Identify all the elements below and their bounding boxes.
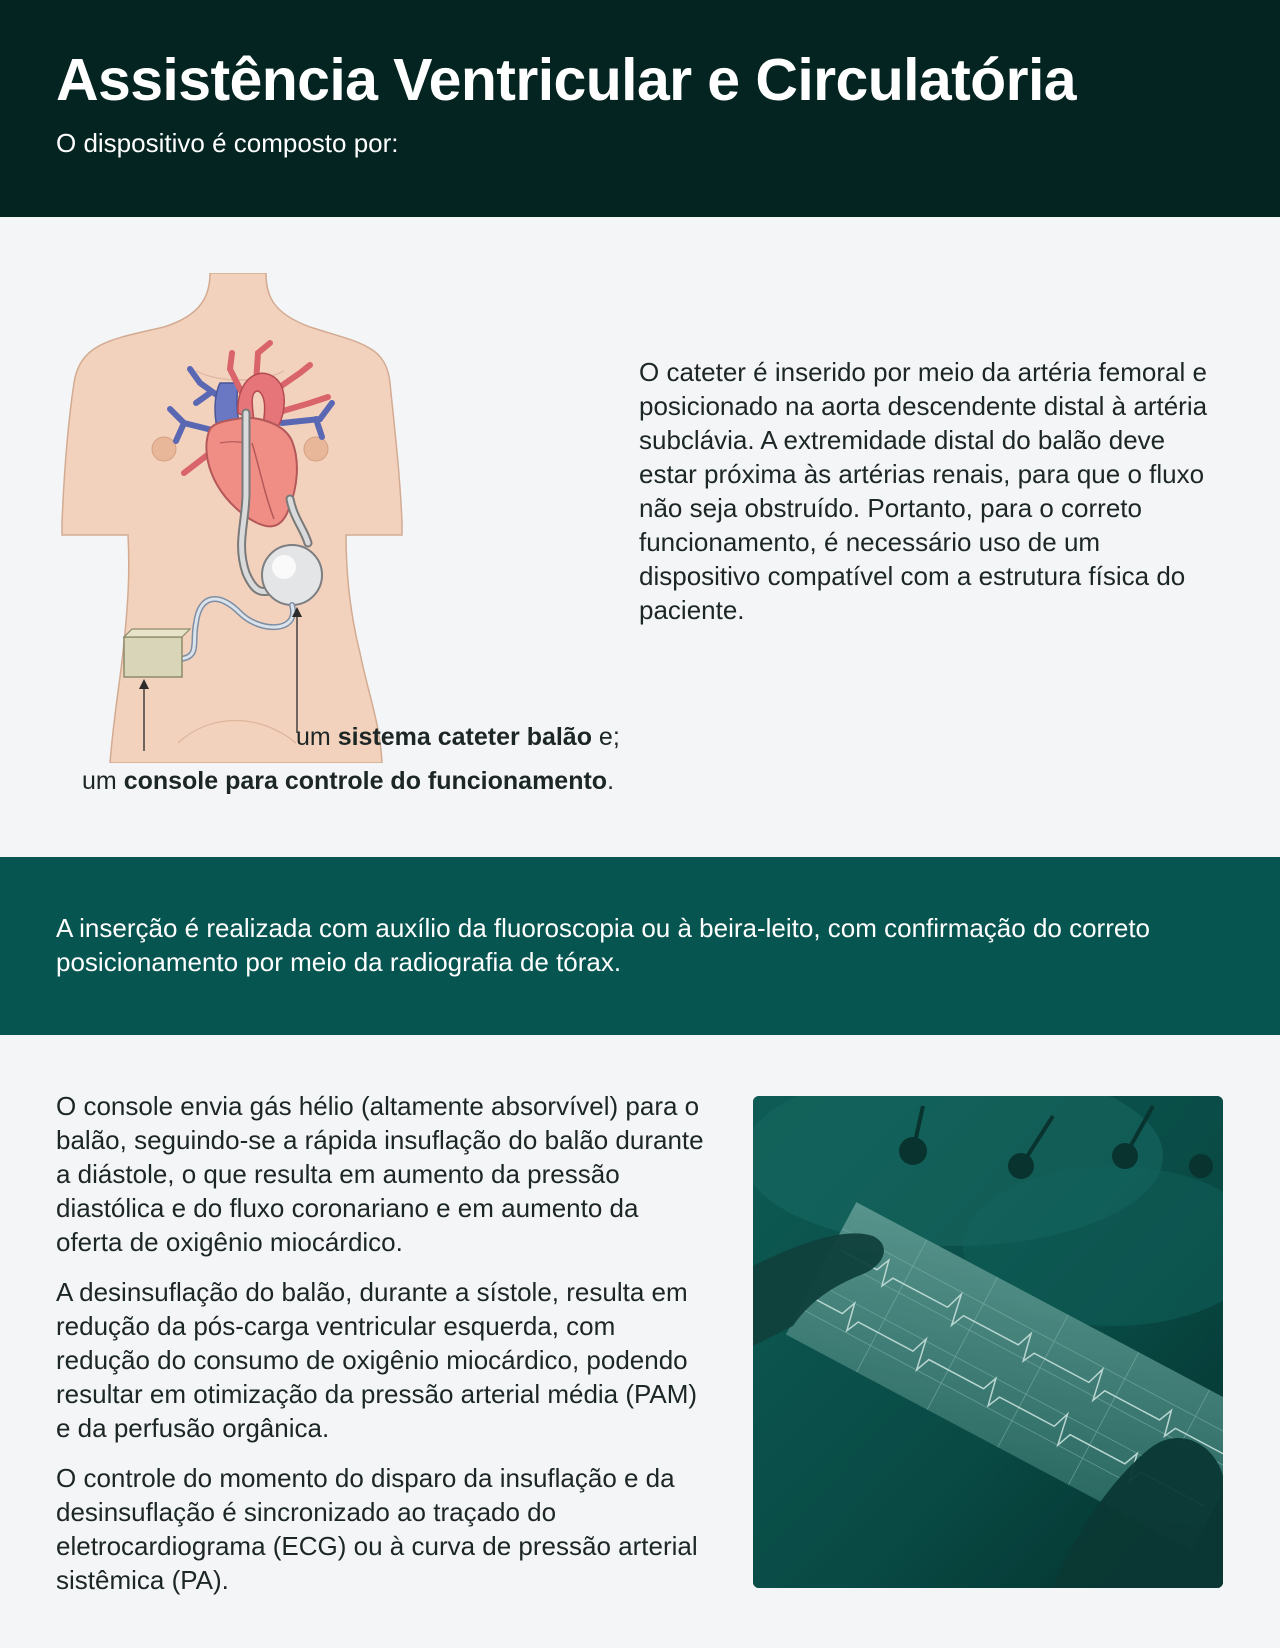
function-text-column (56, 1089, 706, 1613)
function-paragraph-3: O controle do momento do disparo da insuflação e da desinsuflação é sincronizado ao traçado do eletrocardiograma (ECG) ou à curva de pressão arterial sistêmica (PA). (56, 1463, 698, 1595)
device-components-section (0, 217, 1280, 857)
balloon-caption-bold: sistema cateter balão (337, 723, 592, 751)
device-description: O cateter é inserido por meio da artéria femoral e posicionado na aorta descendente distal à artéria subclávia. A extremidade distal do balão deve estar próxima às artérias renais, para que o fluxo não seja obstruído. Portanto, para o correto funcionamento, é necessário uso de um dispositivo compatível com a estrutura física do paciente. (639, 357, 1208, 625)
console-caption-suffix: . (607, 767, 615, 795)
console-caption (82, 767, 614, 796)
device-illustration (60, 273, 440, 763)
console-box (124, 637, 182, 677)
function-section (0, 1035, 1280, 1648)
balloon-caption (296, 723, 620, 752)
insertion-band (0, 857, 1280, 1035)
page-title: Assistência Ventricular e Circulatória (56, 47, 1076, 113)
console-caption-prefix: um (82, 767, 124, 795)
torso-shape (62, 273, 402, 763)
left-nipple (152, 437, 176, 461)
page-header (0, 0, 1280, 217)
function-paragraph-1: O console envia gás hélio (altamente absorvível) para o balão, seguindo-se a rápida insuflação do balão durante a diástole, o que resulta em aumento da pressão diastólica e do fluxo coronariano e em aumento da oferta de oxigênio miocárdico. (56, 1091, 704, 1257)
balloon-caption-suffix: e; (591, 723, 620, 751)
ecg-strip-photo (753, 1096, 1223, 1588)
right-nipple (304, 437, 328, 461)
balloon-caption-prefix: um (296, 723, 338, 751)
insertion-text: A inserção é realizada com auxílio da fluoroscopia ou à beira-leito, com confirmação do correto posicionamento por meio da radiografia de tórax. (56, 913, 1151, 977)
console-caption-bold: console para controle do funcionamento (123, 767, 608, 795)
page-subtitle: O dispositivo é composto por: (56, 128, 399, 158)
function-paragraph-2: A desinsuflação do balão, durante a sístole, resulta em redução da pós-carga ventricular esquerda, com redução do consumo de oxigênio miocárdico, podendo resultar em otimização da pressão arterial média (PAM) e da perfusão orgânica. (56, 1277, 698, 1443)
